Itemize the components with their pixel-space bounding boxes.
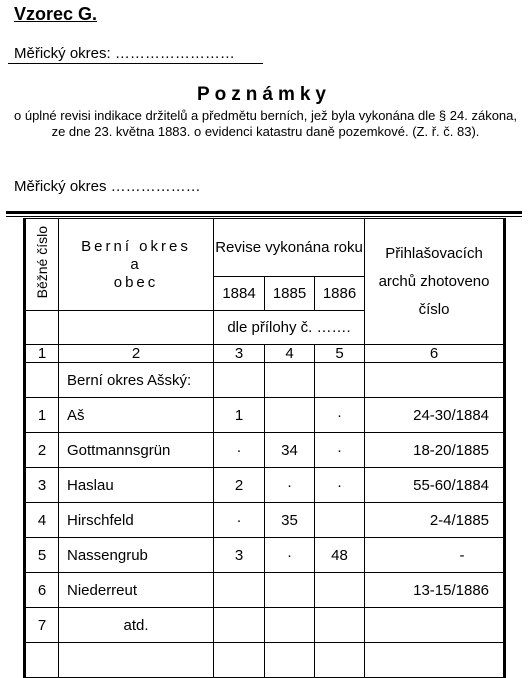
column-number: 6 xyxy=(365,345,505,363)
column-number: 4 xyxy=(265,345,315,363)
row-1885 xyxy=(265,573,315,608)
row-1886: · xyxy=(315,468,365,503)
row-1884 xyxy=(214,608,265,643)
row-number: 1 xyxy=(25,398,59,433)
header-forms-number: Přihlašovacích archů zhotoveno číslo xyxy=(365,219,505,345)
row-forms xyxy=(365,643,505,678)
row-1885 xyxy=(265,608,315,643)
row-1886 xyxy=(315,503,365,538)
table-row xyxy=(25,433,505,468)
row-forms xyxy=(365,608,505,643)
row-1886: · xyxy=(315,433,365,468)
row-number: 5 xyxy=(25,538,59,573)
row-forms: - xyxy=(365,538,505,573)
row-1884: 2 xyxy=(214,468,265,503)
header-year-1885: 1885 xyxy=(265,277,315,311)
column-numbers-row xyxy=(25,345,505,363)
row-1885: 35 xyxy=(265,503,315,538)
notes-description: o úplné revisi indikace držitelů a předmětu berních, jež byla vykonána dle § 24. zákona, ze dne 23. května 1883. o evidenci katastru daně pozemkové. (Z. ř. č. 83). xyxy=(14,108,517,139)
notes-heading: Poznámky xyxy=(197,84,331,105)
row-1884: · xyxy=(214,433,265,468)
form-title: Vzorec G. xyxy=(14,4,98,24)
row-1884: 1 xyxy=(214,398,265,433)
row-forms: 24-30/1884 xyxy=(365,398,505,433)
row-name: Berní okres Ašský: xyxy=(59,363,214,398)
column-number: 1 xyxy=(25,345,59,363)
table-row xyxy=(25,538,505,573)
row-name: Nassengrub xyxy=(59,538,214,573)
row-forms: 13-15/1886 xyxy=(365,573,505,608)
column-number: 3 xyxy=(214,345,265,363)
column-number: 2 xyxy=(59,345,214,363)
header-blank xyxy=(59,311,214,345)
row-1885: · xyxy=(265,538,315,573)
header-district-municipality: Berní okres a obec xyxy=(59,219,214,311)
row-number xyxy=(25,363,59,398)
table-top-rule-thin xyxy=(6,216,522,217)
revision-table xyxy=(23,218,506,678)
row-forms xyxy=(365,363,505,398)
header-blank xyxy=(25,311,59,345)
table-row xyxy=(25,503,505,538)
row-1886 xyxy=(315,573,365,608)
table-row xyxy=(25,398,505,433)
row-name xyxy=(59,643,214,678)
underline-rule xyxy=(8,63,263,64)
header-running-number: Běžné číslo xyxy=(25,219,59,311)
row-1884 xyxy=(214,643,265,678)
table-row xyxy=(25,468,505,503)
row-number: 2 xyxy=(25,433,59,468)
table-row xyxy=(25,363,505,398)
survey-district-line-top: Měřický okres: …………………… xyxy=(14,45,235,62)
table-row xyxy=(25,643,505,678)
row-1885: 34 xyxy=(265,433,315,468)
row-1885: · xyxy=(265,468,315,503)
row-1884 xyxy=(214,363,265,398)
row-forms: 55-60/1884 xyxy=(365,468,505,503)
row-1885 xyxy=(265,363,315,398)
row-1885 xyxy=(265,398,315,433)
header-revision-year: Revise vykonána roku xyxy=(214,219,365,277)
survey-district-line: Měřický okres ……………… xyxy=(14,178,201,195)
header-per-attachment: dle přílohy č. ……. xyxy=(214,311,365,345)
row-name: atd. xyxy=(59,608,214,643)
row-number xyxy=(25,643,59,678)
row-1884 xyxy=(214,573,265,608)
row-number: 6 xyxy=(25,573,59,608)
row-number: 3 xyxy=(25,468,59,503)
row-1886 xyxy=(315,643,365,678)
table-row xyxy=(25,573,505,608)
header-year-1884: 1884 xyxy=(214,277,265,311)
row-1886: 48 xyxy=(315,538,365,573)
row-name: Hirschfeld xyxy=(59,503,214,538)
row-name: Aš xyxy=(59,398,214,433)
row-name: Haslau xyxy=(59,468,214,503)
table-row xyxy=(25,608,505,643)
row-name: Niederreut xyxy=(59,573,214,608)
row-1886: · xyxy=(315,398,365,433)
row-1886 xyxy=(315,363,365,398)
row-1886 xyxy=(315,608,365,643)
row-1884: · xyxy=(214,503,265,538)
row-number: 7 xyxy=(25,608,59,643)
row-1884: 3 xyxy=(214,538,265,573)
table-top-rule xyxy=(6,211,522,214)
row-forms: 18-20/1885 xyxy=(365,433,505,468)
column-number: 5 xyxy=(315,345,365,363)
row-number: 4 xyxy=(25,503,59,538)
row-1885 xyxy=(265,643,315,678)
header-year-1886: 1886 xyxy=(315,277,365,311)
row-name: Gottmannsgrün xyxy=(59,433,214,468)
row-forms: 2-4/1885 xyxy=(365,503,505,538)
